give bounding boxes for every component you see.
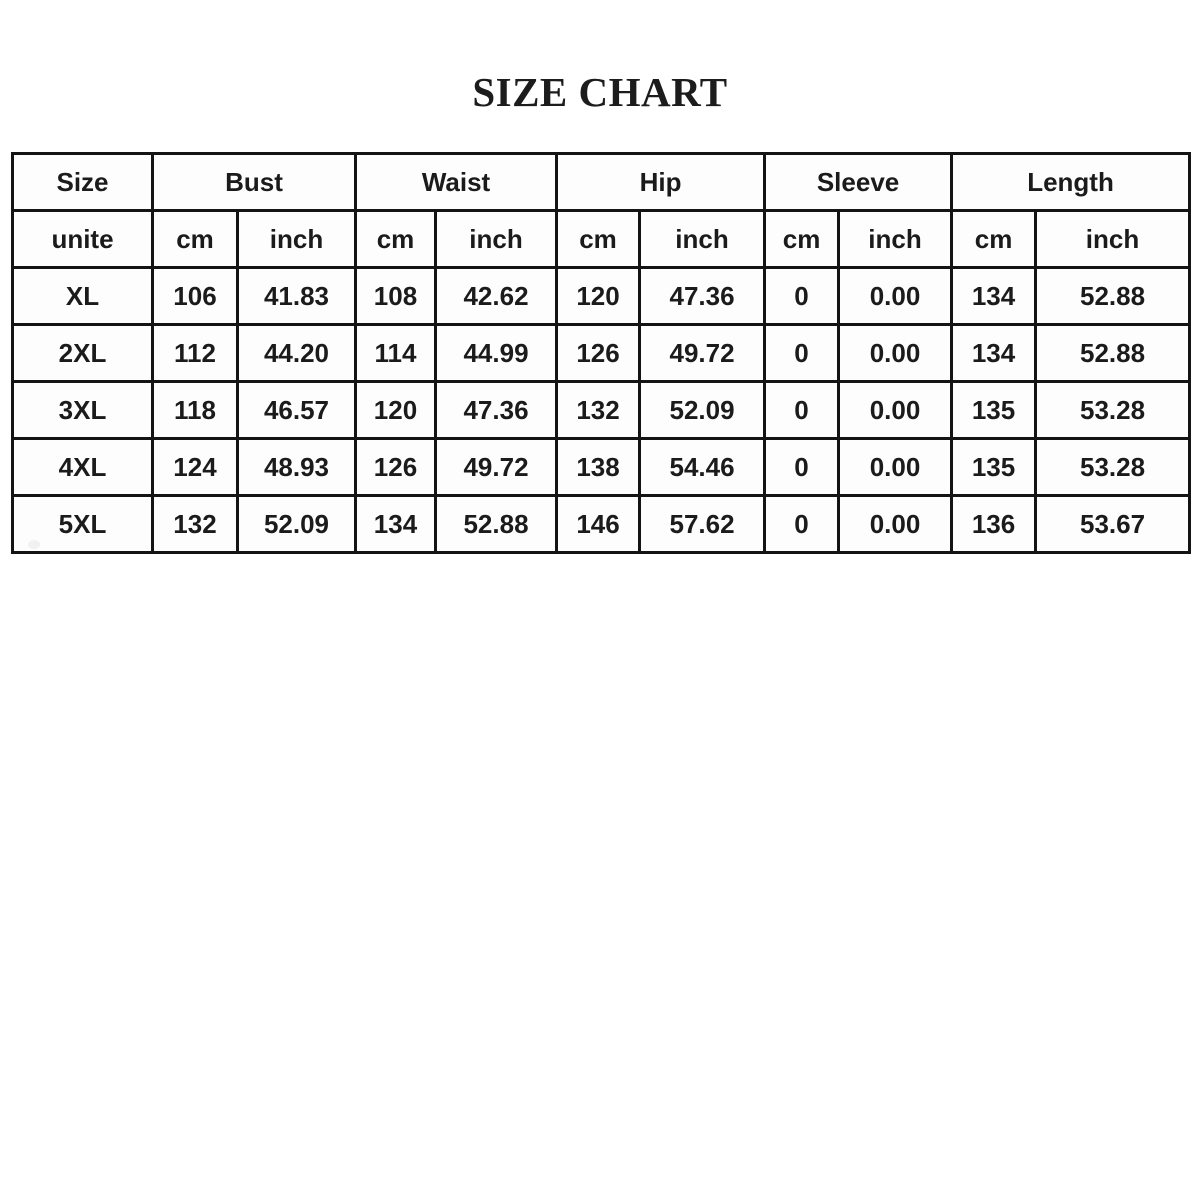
value-cell: 53.67 [1036,496,1190,553]
value-cell: 134 [356,496,436,553]
value-cell: 49.72 [640,325,765,382]
table-body [13,268,1190,553]
page-title: SIZE CHART [472,69,728,115]
table-row [13,268,1190,325]
value-cell: 0.00 [839,496,952,553]
value-cell: 48.93 [238,439,356,496]
size-cell: 2XL [13,325,153,382]
unit-cell: inch [640,211,765,268]
value-cell: 57.62 [640,496,765,553]
unit-cell: cm [952,211,1036,268]
table-row [13,382,1190,439]
table-row [13,325,1190,382]
column-group-header: Sleeve [765,154,952,211]
unit-cell: cm [356,211,436,268]
value-cell: 0.00 [839,325,952,382]
table-header [13,154,1190,268]
value-cell: 0 [765,382,839,439]
value-cell: 118 [153,382,238,439]
value-cell: 49.72 [436,439,557,496]
value-cell: 120 [356,382,436,439]
value-cell: 0 [765,496,839,553]
value-cell: 53.28 [1036,382,1190,439]
value-cell: 146 [557,496,640,553]
column-group-header: Length [952,154,1190,211]
value-cell: 0 [765,439,839,496]
value-cell: 126 [557,325,640,382]
unit-cell: cm [153,211,238,268]
value-cell: 41.83 [238,268,356,325]
value-cell: 52.88 [1036,325,1190,382]
unit-cell: inch [238,211,356,268]
column-group-header: Size [13,154,153,211]
value-cell: 134 [952,268,1036,325]
value-cell: 52.88 [436,496,557,553]
value-cell: 108 [356,268,436,325]
value-cell: 138 [557,439,640,496]
value-cell: 52.09 [640,382,765,439]
value-cell: 42.62 [436,268,557,325]
size-cell: 4XL [13,439,153,496]
value-cell: 44.99 [436,325,557,382]
value-cell: 0.00 [839,268,952,325]
value-cell: 132 [153,496,238,553]
value-cell: 53.28 [1036,439,1190,496]
value-cell: 120 [557,268,640,325]
value-cell: 132 [557,382,640,439]
value-cell: 106 [153,268,238,325]
value-cell: 47.36 [640,268,765,325]
column-group-header: Hip [557,154,765,211]
table-row [13,439,1190,496]
unit-header-row [13,211,1190,268]
value-cell: 135 [952,439,1036,496]
unit-cell: inch [839,211,952,268]
unit-cell: inch [436,211,557,268]
size-cell: 3XL [13,382,153,439]
value-cell: 126 [356,439,436,496]
size-cell: 5XL [13,496,153,553]
value-cell: 135 [952,382,1036,439]
value-cell: 54.46 [640,439,765,496]
unit-label-cell: unite [13,211,153,268]
value-cell: 44.20 [238,325,356,382]
value-cell: 124 [153,439,238,496]
value-cell: 0.00 [839,439,952,496]
image-artifact [28,540,40,549]
unit-cell: inch [1036,211,1190,268]
size-cell: XL [13,268,153,325]
value-cell: 52.09 [238,496,356,553]
size-chart-table [11,152,1191,554]
table-row [13,496,1190,553]
column-group-header: Waist [356,154,557,211]
unit-cell: cm [765,211,839,268]
value-cell: 114 [356,325,436,382]
value-cell: 46.57 [238,382,356,439]
value-cell: 0 [765,268,839,325]
value-cell: 136 [952,496,1036,553]
value-cell: 0.00 [839,382,952,439]
value-cell: 52.88 [1036,268,1190,325]
column-group-header: Bust [153,154,356,211]
unit-cell: cm [557,211,640,268]
value-cell: 112 [153,325,238,382]
value-cell: 134 [952,325,1036,382]
value-cell: 47.36 [436,382,557,439]
group-header-row [13,154,1190,211]
value-cell: 0 [765,325,839,382]
